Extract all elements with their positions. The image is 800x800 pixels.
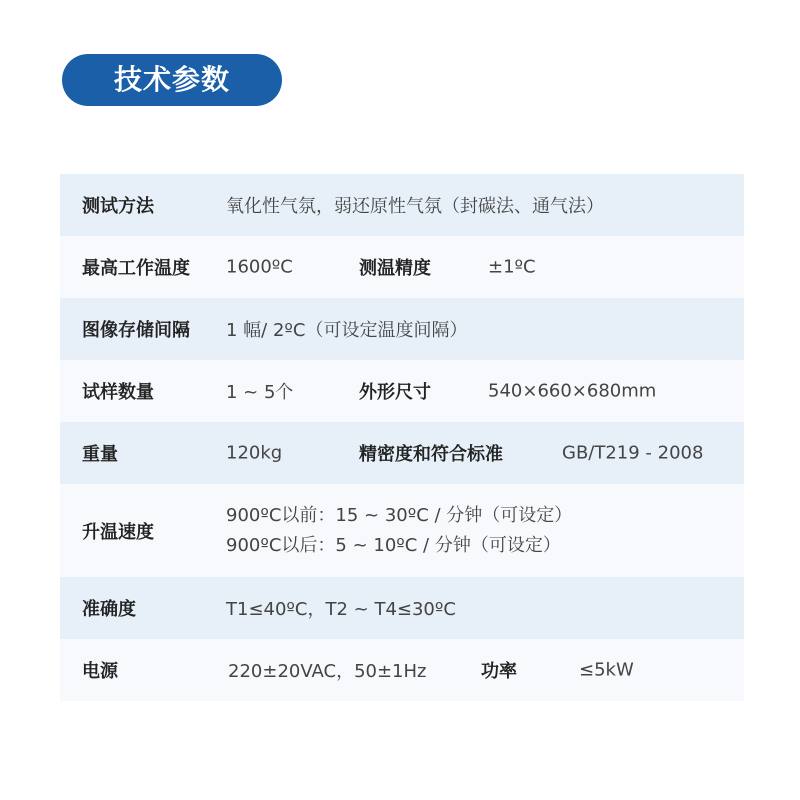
table-row	[60, 174, 744, 236]
table-row	[60, 236, 744, 298]
table-row	[60, 577, 744, 639]
row-value-secondary: 540×660×680mm	[488, 380, 657, 402]
row-value-line: 900ºC以前：15 ~ 30ºC / 分钟（可设定）	[226, 504, 573, 526]
row-label: 测试方法	[82, 196, 154, 217]
row-value-secondary: GB/T219 - 2008	[562, 442, 704, 464]
table-row	[60, 422, 744, 484]
row-label-secondary: 外形尺寸	[359, 382, 431, 403]
row-value: 1 幅/ 2ºC（可设定温度间隔）	[226, 320, 468, 341]
spec-table	[60, 174, 744, 701]
row-label-secondary: 精密度和符合标准	[359, 444, 503, 465]
row-label-secondary: 功率	[481, 661, 517, 682]
table-row	[60, 360, 744, 422]
row-value: T1≤40ºC，T2 ~ T4≤30ºC	[226, 599, 456, 620]
row-value: 220±20VAC，50±1Hz	[228, 661, 427, 682]
row-value-secondary: ±1ºC	[488, 256, 536, 278]
row-value: 1600ºC	[226, 256, 293, 278]
row-label: 最高工作温度	[82, 258, 190, 279]
row-value: 120kg	[226, 442, 283, 464]
row-value-line: 900ºC以后：5 ~ 10ºC / 分钟（可设定）	[226, 534, 561, 556]
row-label: 重量	[82, 444, 118, 465]
row-label: 试样数量	[82, 382, 154, 403]
row-label: 图像存储间隔	[82, 320, 190, 341]
row-label-secondary: 测温精度	[359, 258, 431, 279]
row-value-multiline	[226, 501, 572, 561]
table-row	[60, 484, 744, 577]
section-title: 技术参数	[62, 54, 282, 106]
table-row	[60, 298, 744, 360]
row-label: 电源	[82, 661, 118, 682]
table-row	[60, 639, 744, 701]
row-value: 1 ~ 5个	[226, 382, 294, 403]
row-value-secondary: ≤5kW	[579, 659, 634, 681]
row-label: 准确度	[82, 599, 136, 620]
row-value: 氧化性气氛，弱还原性气氛（封碳法、通气法）	[226, 196, 604, 217]
row-label: 升温速度	[82, 521, 154, 543]
